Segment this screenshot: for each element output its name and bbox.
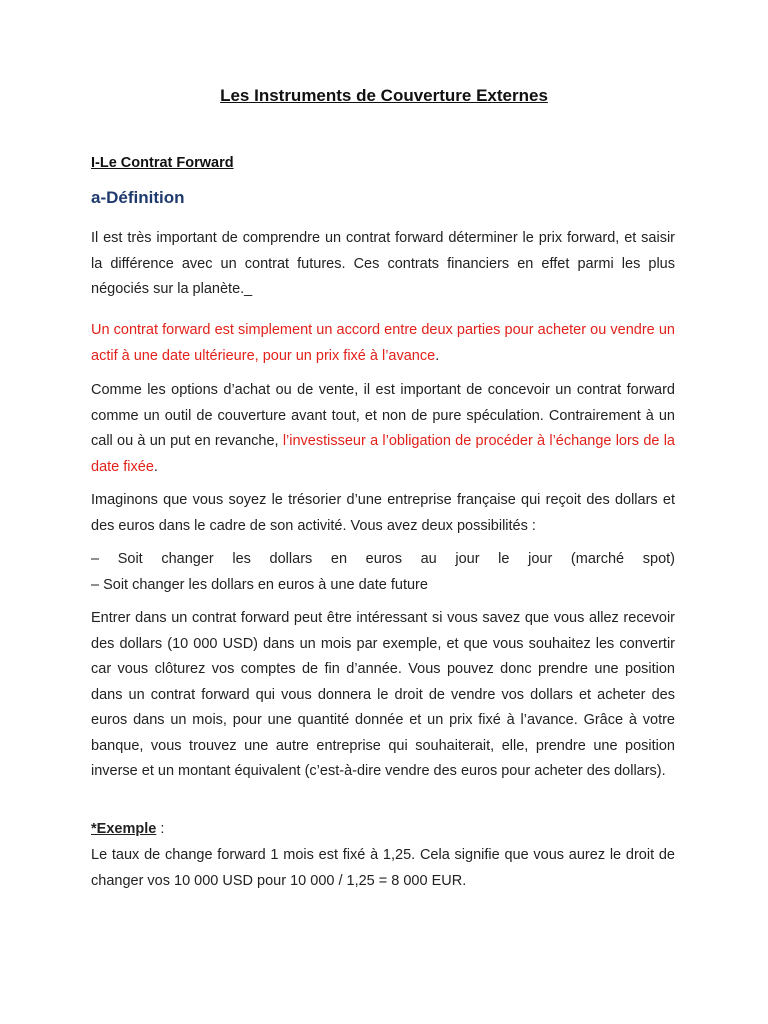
options-list <box>91 547 675 598</box>
document-title: Les Instruments de Couverture Externes <box>220 86 548 105</box>
example-text: Le taux de change forward 1 mois est fixé à 1,25. Cela signifie que vous aurez le droit de changer vos 10 000 USD pour 10 000 / 1,25 = 8 000 EUR. <box>91 847 675 889</box>
subsection-heading: a-Définition <box>91 188 185 207</box>
paragraph-scenario: Imaginons que vous soyez le trésorier d’une entreprise française qui reçoit des dollars et des euros dans le cadre de son activité. Vous avez deux possibilités : <box>91 492 675 534</box>
obligation-emphasis: l’investisseur a l’obligation de procéder à l’échange lors de la date fixée <box>91 433 675 475</box>
option-spot: – Soit changer les dollars en euros au jour le jour (marché spot) <box>91 551 675 567</box>
definition-emphasis: Un contrat forward est simplement un accord entre deux parties pour acheter ou vendre un actif à une date ultérieure, pour un prix fixé à l’avance <box>91 322 675 364</box>
comparison-text: Comme les options d’achat ou de vente, il est important de concevoir un contrat forward comme un outil de couverture avant tout, et non de pure spéculation. Contrairement à un call ou à un put en revanche, <box>91 382 675 449</box>
paragraph-definition <box>91 318 675 369</box>
paragraph-comparison <box>91 378 675 480</box>
example-heading <box>91 817 675 843</box>
definition-end: . <box>435 347 440 364</box>
section-heading: I-Le Contrat Forward <box>91 155 234 171</box>
example-label: *Exemple <box>91 821 157 837</box>
example-colon: : <box>156 821 165 837</box>
option-future: – Soit changer les dollars en euros à une date future <box>91 576 428 593</box>
comparison-end: . <box>153 458 158 475</box>
paragraph-intro: Il est très important de comprendre un contrat forward déterminer le prix forward, et saisir la différence avec un contrat futures. Ces contrats financiers en effet parmi les plus négociés sur la planète._ <box>91 230 675 297</box>
paragraph-forward-use: Entrer dans un contrat forward peut être intéressant si vous savez que vous allez recevoir des dollars (10 000 USD) dans un mois par exemple, et que vous souhaitez les convertir car vous clôturez vos comptes de fin d’année. Vous pouvez donc prendre une position dans un contrat forward qui vous donnera le droit de vendre vos dollars et acheter des euros dans un mois, pour une quantité donnée et un prix fixé à l’avance. Grâce à votre banque, vous trouvez une autre entreprise qui souhaiterait, elle, prendre une position inverse et un montant équivalent (c’est-à-dire vendre des euros pour acheter des dollars). <box>91 610 675 779</box>
